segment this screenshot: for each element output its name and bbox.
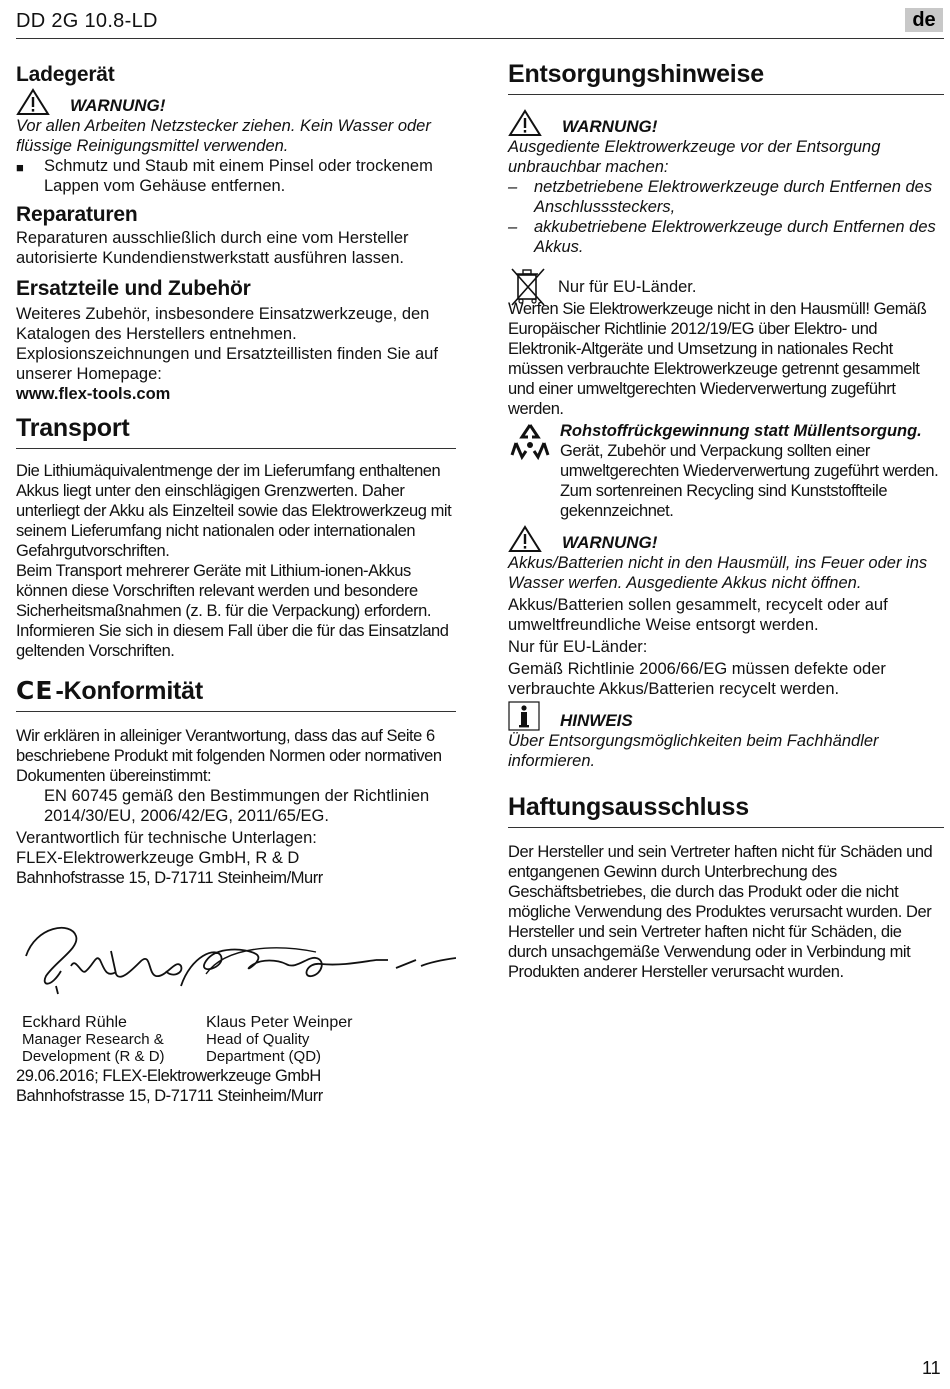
warning-triangle-icon — [16, 88, 50, 116]
square-bullet-icon: ■ — [16, 160, 24, 175]
battery-warning-text: Akkus/Batterien nicht in den Hausmüll, ins Feuer oder ins Wasser werfen. Ausgediente Akkus nicht öffnen. — [508, 554, 928, 592]
weee-text: Werfen Sie Elektrowerkzeuge nicht in den Hausmüll! Gemäß Europäischer Richtlinie 2012/19/EG über Elektro- und Elektronik-Altgeräte und Umsetzung in nationales Recht müssen verbrauchte Elektrowerkzeuge getrennt gesammelt und einer umweltgerechten Wiederverwertung zugeführt werden. — [508, 300, 927, 418]
right-column — [508, 58, 944, 982]
liability-text: Der Hersteller und sein Vertreter haften nicht für Schäden und entgangenen Gewinn durch Unterbrechung des Geschäftsbetriebes, die durch das Produkt oder die nicht mögliche Verwendung des Produktes verursacht wurden. Der Hersteller und sein Vertreter haften nicht für Schäden, die durch unsachgemäße Verwendung oder in Verbindung mit Produkten anderer Hersteller verursacht wurden. — [508, 843, 933, 981]
signer-2 — [206, 1014, 352, 1065]
recycle-row — [508, 421, 944, 521]
language-badge: de — [905, 8, 943, 32]
responsible-label: Verantwortlich für technische Unterlagen: — [16, 829, 317, 847]
disposal-dash-item-2 — [508, 217, 944, 257]
charger-heading: Ladegerät — [16, 63, 115, 86]
disposal-warning-row — [508, 111, 944, 137]
conformity-norms: EN 60745 gemäß den Bestimmungen der Richtlinien 2014/30/EU, 2006/42/EG, 2011/65/EG. — [44, 787, 430, 825]
signature-address: Bahnhofstrasse 15, D-71711 Steinheim/Murr — [16, 1087, 323, 1105]
disposal-warning-label: WARNUNG! — [562, 117, 658, 136]
header-divider — [16, 38, 944, 39]
transport-text-2: Beim Transport mehrerer Geräte mit Lithium-ionen-Akkus können diese Vorschriften relevant werden und besondere Sicherheitsmaßnahmen (z. B. für die Verpackung) erfordern. Informieren Sie sich in diesem Fall über die für das Einsatzland geltenden Vorschriften. — [16, 562, 449, 660]
charger-warning-label: WARNUNG! — [70, 96, 166, 115]
battery-warning-row — [508, 527, 944, 553]
parts-text-1: Weiteres Zubehör, insbesondere Einsatzwerkzeuge, den Katalogen des Herstellers entnehmen. — [16, 305, 430, 343]
signer-2-role-line2: Department (QD) — [206, 1048, 322, 1065]
signature-date-company: 29.06.2016; FLEX-Elektrowerkzeuge GmbH — [16, 1067, 321, 1085]
recycle-title: Rohstoffrückgewinnung statt Müllentsorgung. — [560, 422, 922, 440]
recycle-text-start — [560, 441, 944, 521]
dash-bullet-icon: – — [508, 218, 518, 236]
info-icon — [508, 701, 540, 731]
parts-heading: Ersatzteile und Zubehör — [16, 277, 251, 300]
warning-triangle-icon — [508, 109, 542, 137]
battery-directive-text: Gemäß Richtlinie 2006/66/EG müssen defekte oder verbrauchte Akkus/Batterien recycelt werden. — [508, 660, 886, 698]
weee-row — [508, 265, 944, 299]
left-column — [16, 58, 456, 1106]
disposal-heading: Entsorgungshinweise — [508, 58, 944, 95]
transport-text-1: Die Lithiumäquivalentmenge der im Lieferumfang enthaltenen Akkus liegt unter den einschlägigen Grenzwerten. Daher unterliegt der Akku als Einzelteil sowie das Elektrowerkzeug mit seinem Lieferumfang nicht nationalen oder internationalen Gefahrgutvorschriften. — [16, 462, 452, 560]
signer-2-name: Klaus Peter Weinper — [206, 1014, 353, 1031]
signer-1 — [22, 1014, 165, 1065]
responsible-company: FLEX-Elektrowerkzeuge GmbH, R & D — [16, 849, 300, 867]
repairs-text: Reparaturen ausschließlich durch eine vom Hersteller autorisierte Kundendienstwerkstatt ausführen lassen. — [16, 229, 409, 267]
document-title: DD 2G 10.8-LD — [16, 10, 158, 32]
charger-bullet-item — [16, 156, 456, 196]
disposal-warning-text: Ausgediente Elektrowerkzeuge vor der Entsorgung unbrauchbar machen: — [508, 138, 881, 176]
charger-warning-row — [16, 90, 456, 116]
ce-mark-icon: CE — [16, 676, 54, 705]
signatures — [16, 916, 456, 1066]
signer-1-name: Eckhard Rühle — [22, 1014, 127, 1031]
responsible-address: Bahnhofstrasse 15, D-71711 Steinheim/Murr — [16, 869, 323, 887]
signature-images — [16, 916, 456, 1016]
note-label: HINWEIS — [560, 711, 633, 730]
conformity-heading — [16, 675, 456, 712]
repairs-heading: Reparaturen — [16, 203, 138, 226]
note-row — [508, 705, 944, 731]
battery-warning-label: WARNUNG! — [562, 533, 658, 552]
dash-bullet-icon: – — [508, 178, 518, 196]
conformity-text: Wir erklären in alleiniger Verantwortung, dass das auf Seite 6 beschriebene Produkt mit folgenden Normen oder normativen Dokumenten übereinstimmt: — [16, 727, 442, 785]
signer-2-role-line1: Head of Quality — [206, 1031, 310, 1048]
signer-1-role-line2: Development (R & D) — [22, 1048, 165, 1065]
note-text: Über Entsorgungsmöglichkeiten beim Fachhändler informieren. — [508, 732, 879, 770]
warning-triangle-icon — [508, 525, 542, 553]
charger-bullet-text: Schmutz und Staub mit einem Pinsel oder trockenem Lappen vom Gehäuse entfernen. — [44, 157, 433, 195]
page-number: 11 — [922, 1358, 941, 1378]
charger-warning-text: Vor allen Arbeiten Netzstecker ziehen. Kein Wasser oder flüssige Reinigungsmittel verwenden. — [16, 117, 431, 155]
battery-collection-text: Akkus/Batterien sollen gesammelt, recycelt oder auf umweltfreundliche Weise entsorgt werden. — [508, 596, 888, 634]
conformity-heading-text: -Konformität — [55, 677, 204, 705]
transport-heading: Transport — [16, 412, 456, 449]
liability-heading: Haftungsausschluss — [508, 791, 944, 828]
parts-text-2: Explosionszeichnungen und Ersatzteillisten finden Sie auf unserer Homepage: — [16, 345, 438, 383]
eu-only-label: Nur für EU-Länder. — [558, 278, 697, 296]
signer-1-role-line1: Manager Research & — [22, 1031, 164, 1048]
disposal-dash-item-1 — [508, 177, 944, 217]
eu-only-battery-label: Nur für EU-Länder: — [508, 638, 648, 656]
recycle-block — [560, 421, 944, 521]
disposal-dash-text-1: netzbetriebene Elektrowerkzeuge durch Entfernen des Anschlusssteckers, — [534, 178, 933, 216]
recycle-icon — [508, 421, 552, 461]
website-link[interactable]: www.flex-tools.com — [16, 385, 171, 403]
recycle-text: Gerät, Zubehör und Verpackung sollten einer umweltgerechten Wiederverwertung zugeführt werden. Zum sortenreinen Recycling sind Kunststoffteile gekennzeichnet. — [560, 442, 939, 520]
disposal-dash-text-2: akkubetriebene Elektrowerkzeuge durch Entfernen des Akkus. — [534, 218, 936, 256]
